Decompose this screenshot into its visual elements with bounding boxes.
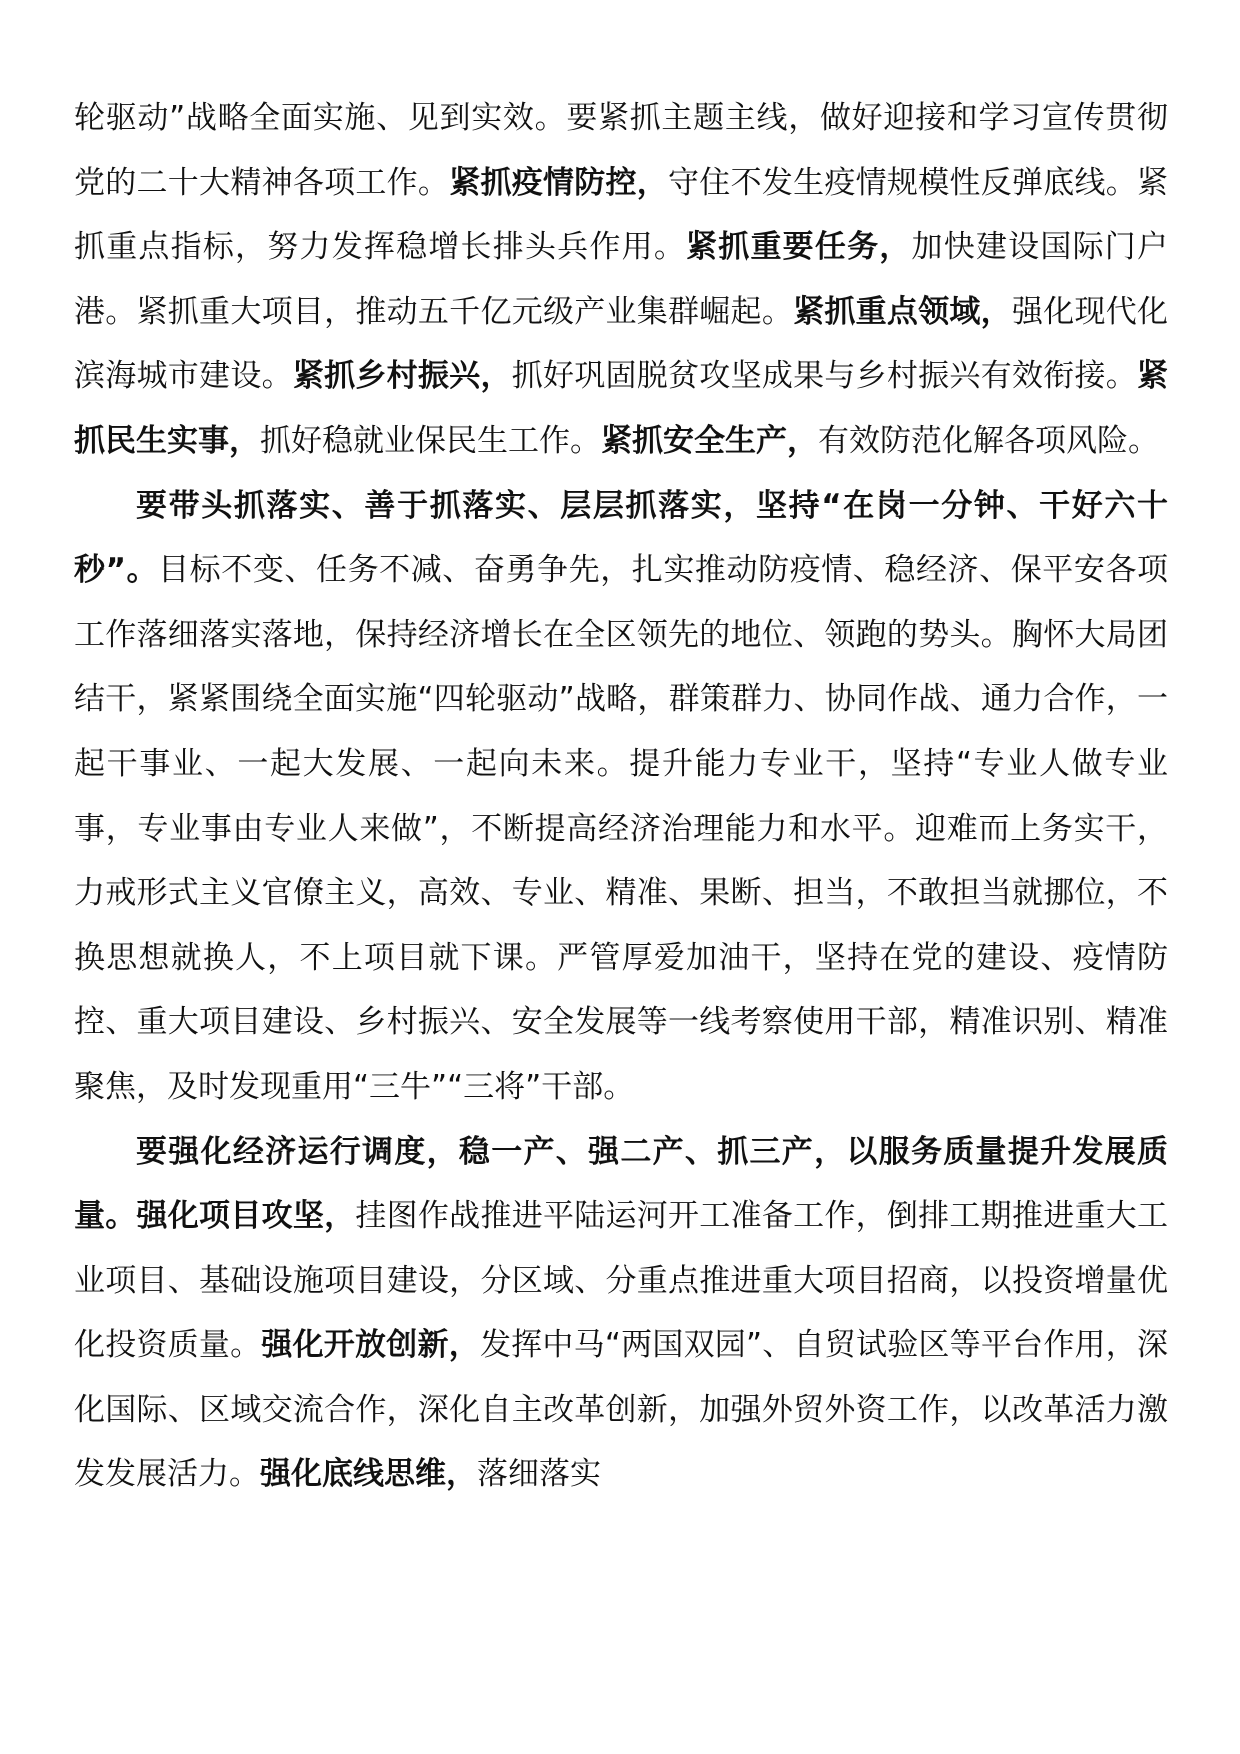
bold-phrase: 紧抓民生实事， <box>74 358 1169 459</box>
text-run: 抓好稳就业保民生工作。 <box>260 422 601 459</box>
paragraph <box>74 474 1168 1120</box>
text-run: 守住不发生疫情规模性反弹底线。紧抓重点指标，努力发挥稳增长排头兵作用。 <box>74 164 1169 266</box>
text-run: 挂图作战推进平陆运河开工准备工作，倒排工期推进重大工业项目、基础设施项目建设，分区域、分重点推进重大项目招商，以投资增量优化投资质量。 <box>74 1198 1169 1364</box>
bold-phrase: 紧抓重要任务， <box>686 229 912 266</box>
text-run: 发挥中马“两国双园”、自贸试验区等平台作用，深化国际、区域交流合作，深化自主改革创新，加强外贸外资工作，以改革活力激发发展活力。 <box>74 1327 1169 1493</box>
text-run: 强化现代化滨海城市建设。 <box>74 293 1169 395</box>
bold-phrase: 强化底线思维， <box>260 1456 477 1493</box>
text-run: 抓好巩固脱贫攻坚成果与乡村振兴有效衔接。 <box>511 358 1138 395</box>
bold-phrase: 强化开放创新， <box>261 1327 480 1364</box>
bold-phrase: 紧抓安全生产， <box>601 422 818 459</box>
body-text <box>74 86 1168 1507</box>
text-run: 轮驱动”战略全面实施、见到实效。要紧抓主题主线，做好迎接和学习宣传贯彻党的二十大精神各项工作。 <box>74 100 1168 201</box>
bold-phrase: 要强化经济运行调度，稳一产、强二产、抓三产，以服务质量提升发展质量。 <box>74 1133 1168 1235</box>
text-run: 有效防范化解各项风险。 <box>818 422 1159 459</box>
text-run: 目标不变、任务不减、奋勇争先，扎实推动防疫情、稳经济、保平安各项工作落细落实落地，保持经济增长在全区领先的地位、领跑的势头。胸怀大局团结干，紧紧围绕全面实施“四轮驱动”战略，群策群力、协同作战、通力合作，一起干事业、一起大发展、一起向未来。提升能力专业干，坚持“专业人做专业事，专业事由专业人来做”，不断提高经济治理能力和水平。迎难而上务实干，力戒形式主义官僚主义，高效、专业、精准、果断、担当，不敢担当就挪位，不换思想就换人，不上项目就下课。严管厚爱加油干，坚持在党的建设、疫情防控、重大项目建设、乡村振兴、安全发展等一线考察使用干部，精准识别、精准聚焦，及时发现重用“三牛”“三将”干部。 <box>74 552 1168 1105</box>
paragraph <box>74 86 1168 474</box>
bold-phrase: 强化项目攻坚， <box>136 1198 356 1235</box>
text-run: 加快建设国际门户港。紧抓重大项目，推动五千亿元级产业集群崛起。 <box>74 229 1168 330</box>
text-run: 落细落实 <box>477 1456 601 1493</box>
paragraph <box>74 1120 1168 1508</box>
bold-phrase: 紧抓乡村振兴， <box>292 358 512 395</box>
bold-phrase: 要带头抓落实、善于抓落实、层层抓落实，坚持“在岗一分钟、干好六十秒”。 <box>74 487 1168 589</box>
bold-phrase: 紧抓重点领域， <box>793 293 1012 330</box>
bold-phrase: 紧抓疫情防控， <box>449 164 669 201</box>
